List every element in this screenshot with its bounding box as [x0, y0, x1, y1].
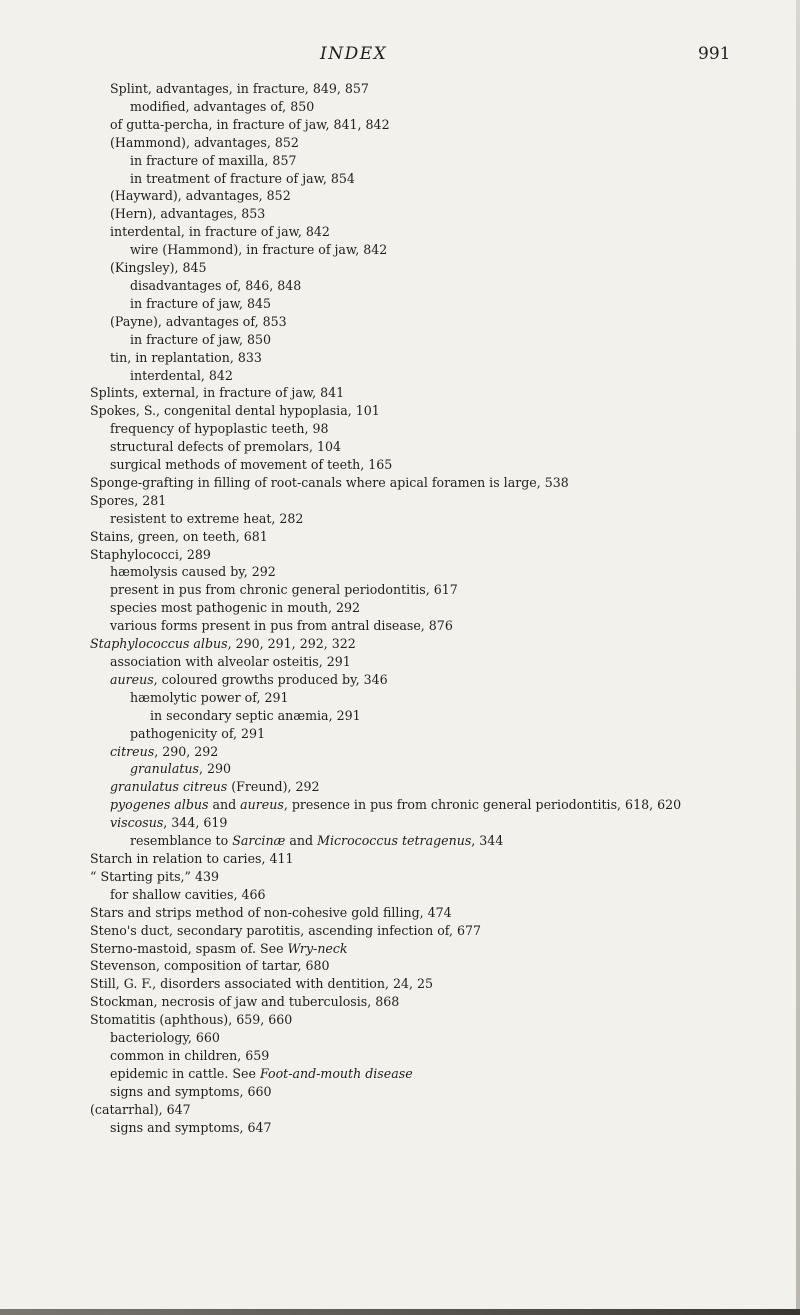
entry-text: Spores, 281	[90, 492, 167, 508]
italic-term: Wry-neck	[287, 940, 348, 956]
index-subentry	[90, 1119, 790, 1137]
index-subentry	[90, 1065, 790, 1083]
index-subentry	[90, 187, 790, 205]
entry-text: in fracture of jaw, 845	[130, 295, 272, 311]
entry-text: structural defects of premolars, 104	[110, 439, 342, 455]
italic-term: viscosus	[110, 815, 164, 831]
entry-text: , 290, 292	[154, 743, 219, 759]
index-subentry	[90, 367, 790, 385]
entry-text: for shallow cavities, 466	[110, 886, 266, 902]
entry-text: (Hern), advantages, 853	[110, 206, 266, 222]
index-subentry	[90, 134, 790, 152]
entry-text: Stains, green, on teeth, 681	[90, 528, 268, 544]
entry-text: epidemic in cattle. See	[110, 1065, 260, 1081]
index-subentry	[90, 438, 790, 456]
entry-text: in treatment of fracture of jaw, 854	[130, 170, 355, 186]
entry-text: and	[285, 833, 318, 849]
index-subentry	[90, 814, 790, 832]
page-edge	[796, 0, 800, 1315]
index-heading	[90, 993, 790, 1011]
index-subentry	[90, 170, 790, 188]
entry-text: (Payne), advantages of, 853	[110, 313, 287, 329]
index-subentry	[90, 778, 790, 796]
index-heading	[90, 546, 790, 564]
entry-text: resemblance to	[130, 833, 233, 849]
index-subentry	[90, 725, 790, 743]
entry-text: (Hayward), advantages, 852	[110, 188, 291, 204]
entry-text: disadvantages of, 846, 848	[130, 277, 302, 293]
entry-text: modified, advantages of, 850	[130, 98, 315, 114]
index-heading	[90, 940, 790, 958]
index-heading	[90, 868, 790, 886]
entry-text: Still, G. F., disorders associated with dentition, 24, 25	[90, 976, 434, 992]
index-subentry	[90, 313, 790, 331]
index-subentry	[90, 599, 790, 617]
index-heading	[90, 474, 790, 492]
entry-text: Steno's duct, secondary parotitis, ascending infection of, 677	[90, 922, 482, 938]
index-heading	[90, 975, 790, 993]
entry-text: in fracture of jaw, 850	[130, 331, 272, 347]
index-subentry	[90, 259, 790, 277]
index-subentry	[90, 241, 790, 259]
entry-text: Sterno-mastoid, spasm of. See	[90, 940, 288, 956]
entry-text: Splint, advantages, in fracture, 849, 857	[110, 81, 369, 96]
index-subentry	[90, 205, 790, 223]
index-subentry	[90, 1083, 790, 1101]
index-subentry	[90, 277, 790, 295]
entry-text: Stomatitis (aphthous), 659, 660	[90, 1012, 293, 1028]
entry-text: hæmolysis caused by, 292	[110, 564, 276, 580]
entry-text: in secondary septic anæmia, 291	[150, 707, 361, 723]
index-subentry	[90, 886, 790, 904]
index-heading	[90, 402, 790, 420]
italic-term: granulatus citreus	[110, 779, 228, 795]
entry-text: present in pus from chronic general periodontitis, 617	[110, 582, 458, 598]
index-heading	[90, 850, 790, 868]
index-subentry	[90, 1029, 790, 1047]
index-entries	[90, 80, 790, 1136]
index-subentry	[90, 116, 790, 134]
index-subentry	[90, 1047, 790, 1065]
index-heading	[90, 1011, 790, 1029]
page-header	[0, 44, 800, 70]
entry-text: of gutta-percha, in fracture of jaw, 841, 842	[110, 116, 390, 132]
entry-text: and	[208, 797, 241, 813]
entry-text: Splints, external, in fracture of jaw, 841	[90, 385, 345, 401]
entry-text: (catarrhal), 647	[90, 1101, 191, 1117]
index-subentry	[90, 832, 790, 850]
entry-text: Spokes, S., congenital dental hypoplasia, 101	[90, 403, 380, 419]
index-subentry	[90, 743, 790, 761]
entry-text: species most pathogenic in mouth, 292	[110, 600, 361, 616]
index-heading	[90, 384, 790, 402]
entry-text: resistent to extreme heat, 282	[110, 510, 304, 526]
italic-term: granulatus	[130, 761, 199, 777]
index-subentry	[90, 707, 790, 725]
index-subentry	[90, 295, 790, 313]
index-subentry	[90, 760, 790, 778]
entry-text: interdental, in fracture of jaw, 842	[110, 224, 330, 240]
entry-text: Stockman, necrosis of jaw and tuberculosis, 868	[90, 994, 400, 1010]
index-subentry	[90, 456, 790, 474]
entry-text: , 290	[198, 761, 232, 777]
entry-text: (Freund), 292	[227, 779, 320, 795]
index-subentry	[90, 563, 790, 581]
entry-text: in fracture of maxilla, 857	[130, 152, 297, 168]
italic-term: aureus	[240, 797, 284, 813]
entry-text: surgical methods of movement of teeth, 165	[110, 457, 393, 473]
index-heading	[90, 957, 790, 975]
index-subentry	[90, 689, 790, 707]
entry-text: Stars and strips method of non-cohesive gold filling, 474	[90, 904, 452, 920]
index-subentry	[90, 581, 790, 599]
entry-text: , presence in pus from chronic general periodontitis, 618, 620	[283, 797, 682, 813]
entry-text: pathogenicity of, 291	[130, 725, 266, 741]
page-bottom-edge	[0, 1309, 800, 1315]
entry-text: (Kingsley), 845	[110, 260, 207, 276]
entry-text: , coloured growths produced by, 346	[153, 671, 388, 687]
entry-text: hæmolytic power of, 291	[130, 689, 289, 705]
index-subentry	[90, 223, 790, 241]
entry-text: bacteriology, 660	[110, 1030, 220, 1046]
index-subentry	[90, 420, 790, 438]
entry-text: frequency of hypoplastic teeth, 98	[110, 421, 329, 437]
entry-text: signs and symptoms, 660	[110, 1083, 272, 1099]
index-subentry	[90, 349, 790, 367]
index-heading	[90, 528, 790, 546]
entry-text: common in children, 659	[110, 1047, 270, 1063]
index-subentry	[90, 510, 790, 528]
italic-term: pyogenes albus	[110, 797, 209, 813]
entry-text: Starch in relation to caries, 411	[90, 850, 294, 866]
page-number: 991	[698, 44, 731, 64]
italic-term: Sarcinæ	[232, 833, 286, 849]
index-subentry	[90, 671, 790, 689]
entry-text: Staphylococci, 289	[90, 546, 211, 562]
running-title: INDEX	[320, 44, 388, 64]
entry-text: (Hammond), advantages, 852	[110, 134, 299, 150]
entry-text: , 344, 619	[163, 815, 228, 831]
index-heading	[90, 1101, 790, 1119]
entry-text: association with alveolar osteitis, 291	[110, 654, 351, 669]
entry-text: Stevenson, composition of tartar, 680	[90, 958, 330, 974]
entry-text: , 290, 291, 292, 322	[227, 636, 356, 652]
index-subentry	[90, 98, 790, 116]
entry-text: , 344	[471, 833, 504, 849]
entry-text: tin, in replantation, 833	[110, 349, 262, 365]
index-subentry	[90, 80, 790, 98]
index-heading	[90, 492, 790, 510]
italic-term: citreus	[110, 743, 155, 759]
entry-text: signs and symptoms, 647	[110, 1119, 272, 1135]
index-heading	[90, 904, 790, 922]
index-subentry	[90, 152, 790, 170]
entry-text: “ Starting pits,” 439	[90, 868, 220, 884]
index-heading	[90, 635, 790, 653]
index-heading	[90, 922, 790, 940]
entry-text: various forms present in pus from antral disease, 876	[110, 618, 453, 634]
italic-term: Micrococcus tetragenus	[317, 833, 472, 849]
entry-text: Sponge-grafting in filling of root-canals where apical foramen is large, 538	[90, 474, 569, 490]
italic-term: aureus	[110, 671, 154, 687]
entry-text: wire (Hammond), in fracture of jaw, 842	[130, 242, 388, 258]
index-subentry	[90, 796, 800, 814]
index-subentry	[90, 653, 790, 671]
entry-text: interdental, 842	[130, 367, 233, 383]
index-subentry	[90, 331, 790, 349]
italic-term: Staphylococcus albus	[90, 636, 228, 652]
italic-term: Foot-and-mouth disease	[259, 1065, 413, 1081]
index-subentry	[90, 617, 790, 635]
